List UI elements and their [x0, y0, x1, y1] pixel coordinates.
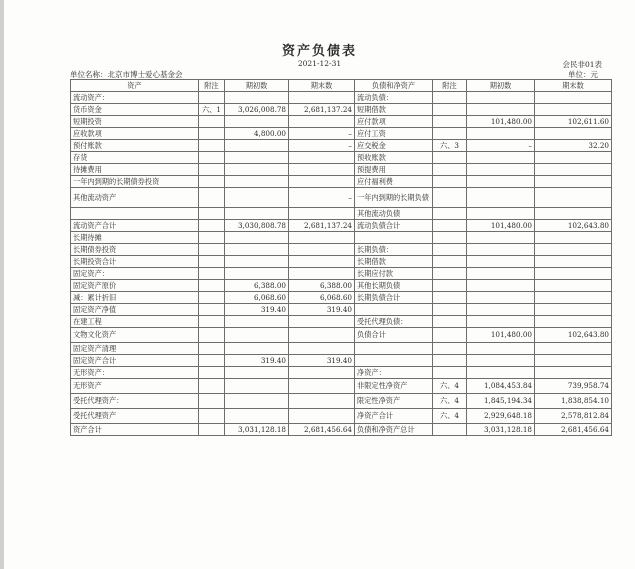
asset-opening — [225, 367, 289, 379]
asset-item: 在建工程 — [71, 316, 199, 328]
liability-closing: 2,578,812.84 — [535, 409, 612, 424]
header-note: 附注 — [433, 80, 467, 92]
asset-opening — [225, 316, 289, 328]
liability-item — [355, 343, 433, 355]
table-row — [71, 355, 612, 367]
asset-opening: 3,030,808.78 — [225, 220, 289, 232]
liability-opening — [467, 256, 535, 268]
asset-closing: 2,681,456.64 — [289, 424, 355, 436]
liability-opening — [467, 152, 535, 164]
liability-note — [433, 280, 467, 292]
asset-item: 流动资产合计 — [71, 220, 199, 232]
asset-opening — [225, 244, 289, 256]
asset-opening — [225, 140, 289, 152]
form-number: 会民非01表 — [562, 60, 602, 69]
liability-item: 受托代理负债： — [355, 316, 433, 328]
liability-item: 长期负债合计 — [355, 292, 433, 304]
liability-closing — [535, 256, 612, 268]
asset-opening: 6,388.00 — [225, 280, 289, 292]
liability-note — [433, 424, 467, 436]
liability-opening — [467, 176, 535, 188]
asset-item: 固定资产净值 — [71, 304, 199, 316]
asset-closing: 6,388.00 — [289, 280, 355, 292]
table-row — [71, 188, 612, 208]
table-row — [71, 116, 612, 128]
liability-closing: 32.20 — [535, 140, 612, 152]
asset-item: 货币资金 — [71, 104, 199, 116]
liability-opening — [467, 208, 535, 220]
asset-closing: 319.40 — [289, 304, 355, 316]
asset-closing — [289, 208, 355, 220]
asset-closing — [289, 316, 355, 328]
liability-note — [433, 292, 467, 304]
asset-opening — [225, 394, 289, 409]
header-opening: 期初数 — [467, 80, 535, 92]
asset-note — [199, 355, 225, 367]
asset-opening: 4,800.00 — [225, 128, 289, 140]
liability-opening — [467, 244, 535, 256]
asset-note — [199, 164, 225, 176]
asset-note — [199, 244, 225, 256]
asset-note — [199, 268, 225, 280]
liability-opening — [467, 128, 535, 140]
liability-item: 其他流动负债 — [355, 208, 433, 220]
asset-item: 长期投资合计 — [71, 256, 199, 268]
liability-note: 六、3 — [433, 140, 467, 152]
asset-note — [199, 188, 225, 208]
asset-item: 待摊费用 — [71, 164, 199, 176]
asset-item: 应收款项 — [71, 128, 199, 140]
balance-sheet-table — [70, 79, 612, 436]
table-row — [71, 244, 612, 256]
asset-note — [199, 116, 225, 128]
liability-closing — [535, 304, 612, 316]
liability-opening: 2,929,648.18 — [467, 409, 535, 424]
asset-note — [199, 292, 225, 304]
asset-note — [199, 152, 225, 164]
liability-opening — [467, 292, 535, 304]
liability-note — [433, 104, 467, 116]
liability-note: 六、4 — [433, 379, 467, 394]
table-row — [71, 232, 612, 244]
asset-opening: 3,026,008.78 — [225, 104, 289, 116]
liability-note — [433, 128, 467, 140]
liability-note — [433, 343, 467, 355]
header-opening: 期初数 — [225, 80, 289, 92]
table-row — [71, 140, 612, 152]
asset-closing — [289, 256, 355, 268]
asset-note — [199, 128, 225, 140]
header-closing: 期末数 — [535, 80, 612, 92]
liability-note — [433, 328, 467, 343]
liability-closing: 1,838,854.10 — [535, 394, 612, 409]
liability-closing — [535, 316, 612, 328]
liability-item: 预收账款 — [355, 152, 433, 164]
liability-closing — [535, 280, 612, 292]
table-row — [71, 176, 612, 188]
asset-opening — [225, 232, 289, 244]
asset-opening — [225, 328, 289, 343]
liability-closing — [535, 92, 612, 104]
asset-opening — [225, 256, 289, 268]
liability-opening — [467, 304, 535, 316]
table-row — [71, 256, 612, 268]
liability-item: 流动负债合计 — [355, 220, 433, 232]
page-title: 资产负债表 — [281, 44, 357, 59]
liability-item: 应交税金 — [355, 140, 433, 152]
liability-opening — [467, 280, 535, 292]
table-row — [71, 343, 612, 355]
liability-item: 长期借款 — [355, 256, 433, 268]
asset-note — [199, 256, 225, 268]
table-row — [71, 316, 612, 328]
table-header-row — [71, 80, 612, 92]
asset-item — [71, 208, 199, 220]
asset-opening — [225, 92, 289, 104]
table-row — [71, 409, 612, 424]
table-row — [71, 292, 612, 304]
liability-note — [433, 232, 467, 244]
header-assets: 资产 — [71, 80, 199, 92]
liability-item: 其他长期负债 — [355, 280, 433, 292]
table-row — [71, 367, 612, 379]
asset-note — [199, 379, 225, 394]
asset-opening — [225, 409, 289, 424]
asset-note — [199, 367, 225, 379]
asset-item: 受托代理资产： — [71, 394, 199, 409]
asset-item: 固定资产清理 — [71, 343, 199, 355]
asset-opening: 319.40 — [225, 355, 289, 367]
asset-item: 长期债券投资 — [71, 244, 199, 256]
table-row — [71, 394, 612, 409]
liability-closing: 102,643.80 — [535, 220, 612, 232]
asset-closing — [289, 379, 355, 394]
liability-note — [433, 316, 467, 328]
liability-note — [433, 152, 467, 164]
asset-opening — [225, 268, 289, 280]
asset-note — [199, 280, 225, 292]
asset-closing — [289, 164, 355, 176]
liability-closing — [535, 128, 612, 140]
table-row — [71, 164, 612, 176]
asset-closing — [289, 409, 355, 424]
asset-item: 受托代理资产 — [71, 409, 199, 424]
asset-opening — [225, 379, 289, 394]
liability-opening: 3,031,128.18 — [467, 424, 535, 436]
liability-note — [433, 268, 467, 280]
liability-opening: 1,845,194.34 — [467, 394, 535, 409]
table-row — [71, 328, 612, 343]
asset-closing — [289, 268, 355, 280]
asset-closing — [289, 328, 355, 343]
liability-note — [433, 256, 467, 268]
asset-closing — [289, 367, 355, 379]
liability-item: 应付福利费 — [355, 176, 433, 188]
liability-item: 短期借款 — [355, 104, 433, 116]
liability-closing — [535, 164, 612, 176]
liability-note: 六、4 — [433, 394, 467, 409]
asset-item: 减：累计折旧 — [71, 292, 199, 304]
asset-opening — [225, 152, 289, 164]
asset-item: 短期投资 — [71, 116, 199, 128]
liability-closing — [535, 343, 612, 355]
liability-note — [433, 355, 467, 367]
asset-note — [199, 140, 225, 152]
liability-closing — [535, 355, 612, 367]
currency-unit: 单位：元 — [568, 70, 598, 79]
asset-note: 六、1 — [199, 104, 225, 116]
liability-opening — [467, 343, 535, 355]
liability-opening — [467, 188, 535, 208]
asset-closing: – — [289, 188, 355, 208]
asset-note — [199, 176, 225, 188]
document-page — [4, 0, 635, 569]
liability-note — [433, 92, 467, 104]
liability-item — [355, 355, 433, 367]
liability-closing — [535, 104, 612, 116]
asset-opening: 319.40 — [225, 304, 289, 316]
asset-closing: – — [289, 128, 355, 140]
table-row — [71, 104, 612, 116]
asset-item: 一年内到期的长期债券投资 — [71, 176, 199, 188]
asset-item: 无形资产： — [71, 367, 199, 379]
liability-note — [433, 188, 467, 208]
liability-closing — [535, 208, 612, 220]
asset-note — [199, 343, 225, 355]
liability-note — [433, 367, 467, 379]
table-row — [71, 220, 612, 232]
asset-note — [199, 328, 225, 343]
liability-closing: 102,643.80 — [535, 328, 612, 343]
liability-opening — [467, 92, 535, 104]
liability-closing: 2,681,456.64 — [535, 424, 612, 436]
asset-opening — [225, 164, 289, 176]
asset-opening: 3,031,128.18 — [225, 424, 289, 436]
asset-closing: 6,068.60 — [289, 292, 355, 304]
asset-note — [199, 409, 225, 424]
asset-closing: 2,681,137.24 — [289, 220, 355, 232]
liability-item: 长期负债： — [355, 244, 433, 256]
asset-opening: 6,068.60 — [225, 292, 289, 304]
asset-closing — [289, 116, 355, 128]
liability-note — [433, 220, 467, 232]
asset-closing — [289, 152, 355, 164]
liability-opening — [467, 367, 535, 379]
liability-note — [433, 116, 467, 128]
liability-item: 净资产合计 — [355, 409, 433, 424]
header-liabilities: 负债和净资产 — [355, 80, 433, 92]
asset-note — [199, 424, 225, 436]
liability-opening: 1,084,453.84 — [467, 379, 535, 394]
liability-closing: 739,958.74 — [535, 379, 612, 394]
asset-item: 预付账款 — [71, 140, 199, 152]
unit-name: 单位名称：北京市博士爱心基金会 — [70, 70, 183, 79]
liability-note — [433, 176, 467, 188]
liability-opening — [467, 232, 535, 244]
liability-closing — [535, 152, 612, 164]
asset-item: 文物文化资产 — [71, 328, 199, 343]
liability-closing — [535, 188, 612, 208]
asset-closing: 319.40 — [289, 355, 355, 367]
asset-closing — [289, 244, 355, 256]
liability-closing — [535, 292, 612, 304]
asset-closing — [289, 232, 355, 244]
asset-note — [199, 208, 225, 220]
liability-closing — [535, 176, 612, 188]
liability-opening: 101,480.00 — [467, 220, 535, 232]
liability-note — [433, 208, 467, 220]
liability-note — [433, 164, 467, 176]
table-row — [71, 92, 612, 104]
liability-item: 非限定性净资产 — [355, 379, 433, 394]
table-row — [71, 152, 612, 164]
liability-item — [355, 232, 433, 244]
liability-opening — [467, 355, 535, 367]
asset-note — [199, 394, 225, 409]
liability-opening — [467, 104, 535, 116]
asset-closing — [289, 394, 355, 409]
liability-closing — [535, 232, 612, 244]
table-row — [71, 128, 612, 140]
table-row — [71, 280, 612, 292]
liability-closing: 102,611.60 — [535, 116, 612, 128]
header-closing: 期末数 — [289, 80, 355, 92]
asset-closing — [289, 92, 355, 104]
liability-note: 六、4 — [433, 409, 467, 424]
liability-item: 预提费用 — [355, 164, 433, 176]
liability-item: 流动负债： — [355, 92, 433, 104]
asset-item: 存货 — [71, 152, 199, 164]
asset-closing — [289, 176, 355, 188]
asset-item: 资产合计 — [71, 424, 199, 436]
asset-note — [199, 92, 225, 104]
asset-opening — [225, 176, 289, 188]
asset-item: 固定资产原价 — [71, 280, 199, 292]
asset-note — [199, 304, 225, 316]
table-row — [71, 268, 612, 280]
report-date: 2021-12-31 — [297, 59, 342, 68]
asset-opening — [225, 188, 289, 208]
table-row — [71, 208, 612, 220]
liability-opening: 101,480.00 — [467, 328, 535, 343]
table-row — [71, 304, 612, 316]
asset-opening — [225, 343, 289, 355]
liability-item: 一年内到期的长期负债 — [355, 188, 433, 208]
liability-closing — [535, 268, 612, 280]
asset-item: 流动资产： — [71, 92, 199, 104]
asset-item: 无形资产 — [71, 379, 199, 394]
asset-opening — [225, 116, 289, 128]
liability-item: 应付工资 — [355, 128, 433, 140]
asset-closing: 2,681,137.24 — [289, 104, 355, 116]
asset-item: 固定资产： — [71, 268, 199, 280]
liability-item: 负债和净资产总计 — [355, 424, 433, 436]
liability-item: 应付款项 — [355, 116, 433, 128]
liability-note — [433, 304, 467, 316]
liability-opening — [467, 268, 535, 280]
asset-closing — [289, 343, 355, 355]
liability-opening — [467, 164, 535, 176]
liability-opening: – — [467, 140, 535, 152]
header-note: 附注 — [199, 80, 225, 92]
liability-opening: 101,480.00 — [467, 116, 535, 128]
liability-item: 净资产： — [355, 367, 433, 379]
liability-item: 长期应付款 — [355, 268, 433, 280]
asset-note — [199, 220, 225, 232]
asset-opening — [225, 208, 289, 220]
asset-item: 固定资产合计 — [71, 355, 199, 367]
liability-opening — [467, 316, 535, 328]
asset-note — [199, 316, 225, 328]
asset-item: 其他流动资产 — [71, 188, 199, 208]
asset-item: 长期待摊 — [71, 232, 199, 244]
liability-item: 限定性净资产 — [355, 394, 433, 409]
liability-closing — [535, 244, 612, 256]
liability-item — [355, 304, 433, 316]
asset-closing: – — [289, 140, 355, 152]
liability-closing — [535, 367, 612, 379]
asset-note — [199, 232, 225, 244]
liability-note — [433, 244, 467, 256]
table-row — [71, 379, 612, 394]
liability-item: 负债合计 — [355, 328, 433, 343]
table-row — [71, 424, 612, 436]
